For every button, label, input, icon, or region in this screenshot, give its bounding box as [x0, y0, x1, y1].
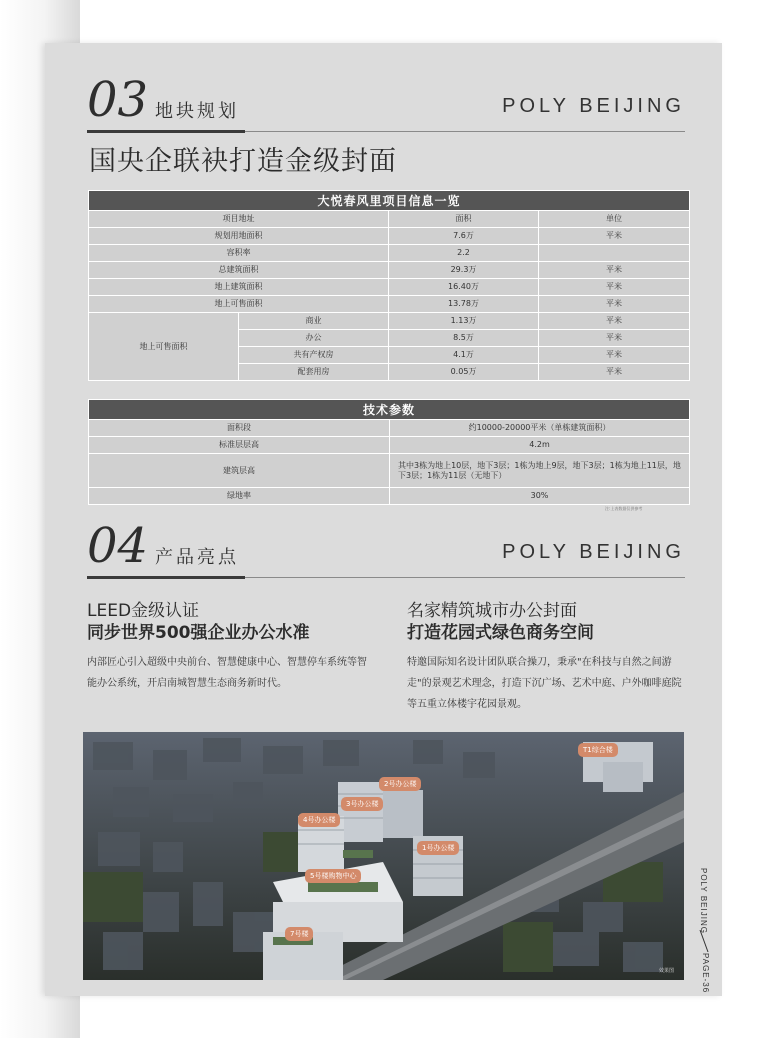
section-number: 03 [87, 72, 149, 128]
building-tag-1: 1号办公楼 [417, 841, 459, 855]
table-header-row: 项目地址 面积 单位 [89, 211, 690, 228]
header-rule-thin [245, 131, 685, 132]
feature-subtitle: 打造花园式绿色商务空间 [407, 623, 594, 643]
feature-body: 特邀国际知名设计团队联合操刀，秉承"在科技与自然之间游走"的景观艺术理念，打造下沉广场、艺术中庭、户外咖啡庭院等五重立体楼宇花园景观。 [407, 657, 682, 710]
table-row: 标准层层高 4.2m [89, 437, 690, 454]
table-row: 总建筑面积 29.3万 平米 [89, 262, 690, 279]
table-row: 配套用房 0.05万 平米 [89, 364, 690, 381]
feature-garden [407, 600, 689, 715]
feature-leed [87, 600, 372, 694]
slash-divider [696, 930, 712, 952]
project-info-table [88, 190, 690, 381]
page-number: PAGE-36 [701, 953, 710, 994]
feature-body: 内部匠心引入超级中央前台、智慧健康中心、智慧停车系统等智能办公系统，开启南城智慧生态商务新时代。 [87, 657, 367, 689]
brochure-page [45, 43, 722, 996]
header-rule-thick [87, 576, 245, 579]
tech-params-table [88, 399, 690, 505]
section-title: 地块规划 [155, 101, 239, 122]
building-tag-3: 3号办公楼 [341, 797, 383, 811]
feature-title: 名家精筑城市办公封面 [407, 601, 577, 621]
table-row: 地上可售面积 13.78万 平米 [89, 296, 690, 313]
brand-text: POLY BEIJING [502, 95, 685, 117]
table-row: 容积率 2.2 [89, 245, 690, 262]
table-row: 办公 8.5万 平米 [89, 330, 690, 347]
table-row: 地上建筑面积 16.40万 平米 [89, 279, 690, 296]
table-row: 面积段 约10000-20000平米（单栋建筑面积） [89, 420, 690, 437]
table-row: 建筑层高 其中3栋为地上10层，地下3层；1栋为地上9层，地下3层；1栋为地上11层，地下3层；1栋为11层（无地下） [89, 454, 690, 488]
image-caption: 效果图 [658, 968, 674, 974]
side-brand: POLY BEIJING [699, 868, 708, 934]
headline: 国央企联袂打造金级封面 [89, 146, 397, 177]
building-tag-t1: T1综合楼 [578, 743, 618, 757]
header-rule-thick [87, 130, 245, 133]
building-tag-2: 2号办公楼 [379, 777, 421, 791]
section-number: 04 [87, 518, 149, 574]
section-4-header [87, 519, 685, 579]
aerial-rendering [83, 732, 684, 980]
table-row: 绿地率 30% [89, 488, 690, 505]
section-title: 产品亮点 [155, 547, 239, 568]
table-caption: 技术参数 [89, 400, 690, 420]
feature-subtitle: 同步世界500强企业办公水准 [87, 623, 310, 643]
building-tag-7: 7号楼 [285, 927, 313, 941]
table-note: 注:上表数据仅供参考 [605, 506, 643, 511]
table-caption: 大悦春风里项目信息一览 [89, 191, 690, 211]
table-row: 规划用地面积 7.6万 平米 [89, 228, 690, 245]
header-rule-thin [245, 577, 685, 578]
table-row: 地上可售面积 商业 1.13万 平米 [89, 313, 690, 330]
brand-text: POLY BEIJING [502, 541, 685, 563]
building-tag-5: 5号楼购物中心 [305, 869, 361, 883]
building-tag-4: 4号办公楼 [298, 813, 340, 827]
section-3-header [87, 73, 685, 133]
group-label: 地上可售面积 [89, 313, 239, 381]
aerial-image [83, 732, 684, 980]
feature-title: LEED金级认证 [87, 601, 200, 621]
table-row: 共有产权房 4.1万 平米 [89, 347, 690, 364]
